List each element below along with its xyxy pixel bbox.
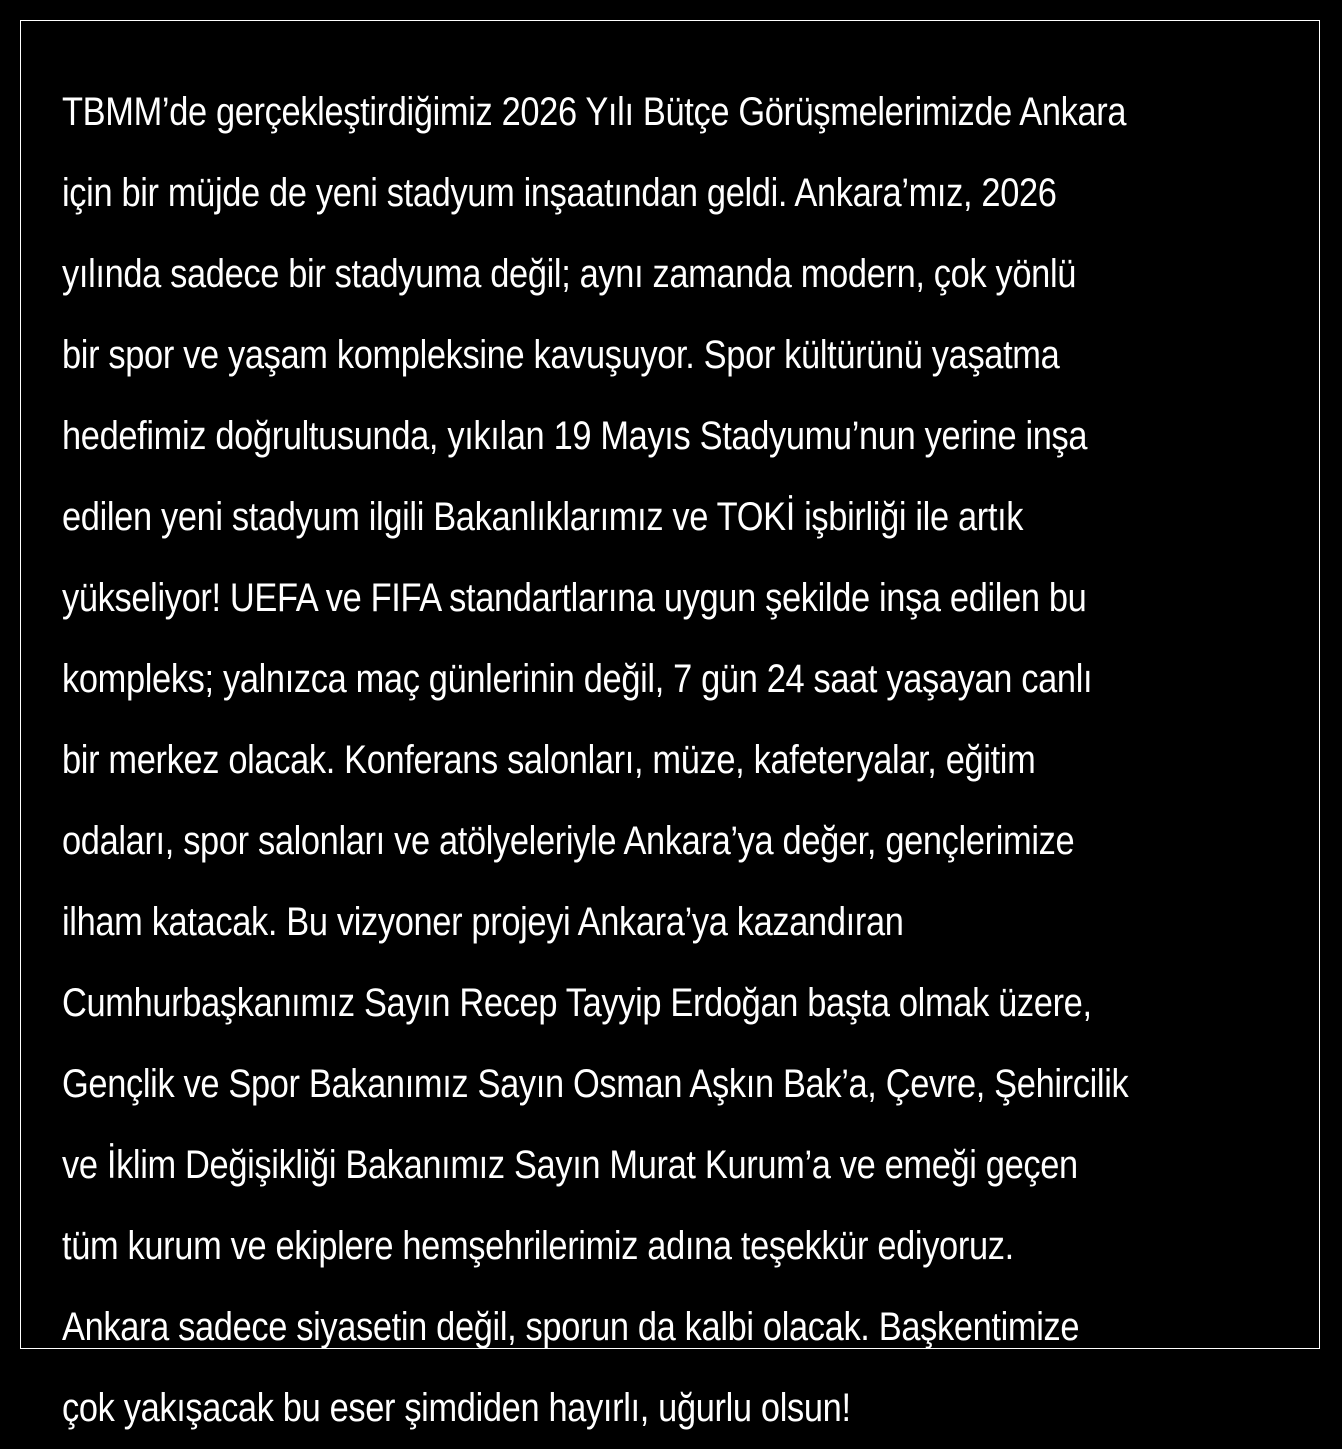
text-line: tüm kurum ve ekiplere hemşehrilerimiz adına teşekkür ediyoruz.: [62, 1224, 1014, 1268]
text-line: TBMM’de gerçekleştirdiğimiz 2026 Yılı Bütçe Görüşmelerimizde Ankara: [62, 90, 1127, 134]
text-line: Cumhurbaşkanımız Sayın Recep Tayyip Erdoğan başta olmak üzere,: [62, 981, 1092, 1025]
text-line: Gençlik ve Spor Bakanımız Sayın Osman Aşkın Bak’a, Çevre, Şehircilik: [62, 1062, 1129, 1106]
text-line: odaları, spor salonları ve atölyeleriyle Ankara’ya değer, gençlerimize: [62, 819, 1075, 863]
text-line: yükseliyor! UEFA ve FIFA standartlarına uygun şekilde inşa edilen bu: [62, 576, 1087, 620]
text-line: hedefimiz doğrultusunda, yıkılan 19 Mayıs Stadyumu’nun yerine inşa: [62, 414, 1088, 458]
text-line: ve İklim Değişikliği Bakanımız Sayın Murat Kurum’a ve emeği geçen: [62, 1143, 1078, 1187]
text-line: bir spor ve yaşam kompleksine kavuşuyor. Spor kültürünü yaşatma: [62, 333, 1060, 377]
text-line: kompleks; yalnızca maç günlerinin değil, 7 gün 24 saat yaşayan canlı: [62, 657, 1093, 701]
text-line: yılında sadece bir stadyuma değil; aynı zamanda modern, çok yönlü: [62, 252, 1077, 296]
text-line: edilen yeni stadyum ilgili Bakanlıklarımız ve TOKİ işbirliği ile artık: [62, 495, 1024, 539]
text-line: Ankara sadece siyasetin değil, sporun da kalbi olacak. Başkentimize: [62, 1305, 1080, 1349]
text-line: için bir müjde de yeni stadyum inşaatından geldi. Ankara’mız, 2026: [62, 171, 1057, 215]
text-line: çok yakışacak bu eser şimdiden hayırlı, uğurlu olsun!: [62, 1386, 851, 1430]
text-line: ilham katacak. Bu vizyoner projeyi Ankara’ya kazandıran: [62, 900, 904, 944]
text-line: bir merkez olacak. Konferans salonları, müze, kafeteryalar, eğitim: [62, 738, 1036, 782]
statement-text: [62, 72, 1312, 1449]
